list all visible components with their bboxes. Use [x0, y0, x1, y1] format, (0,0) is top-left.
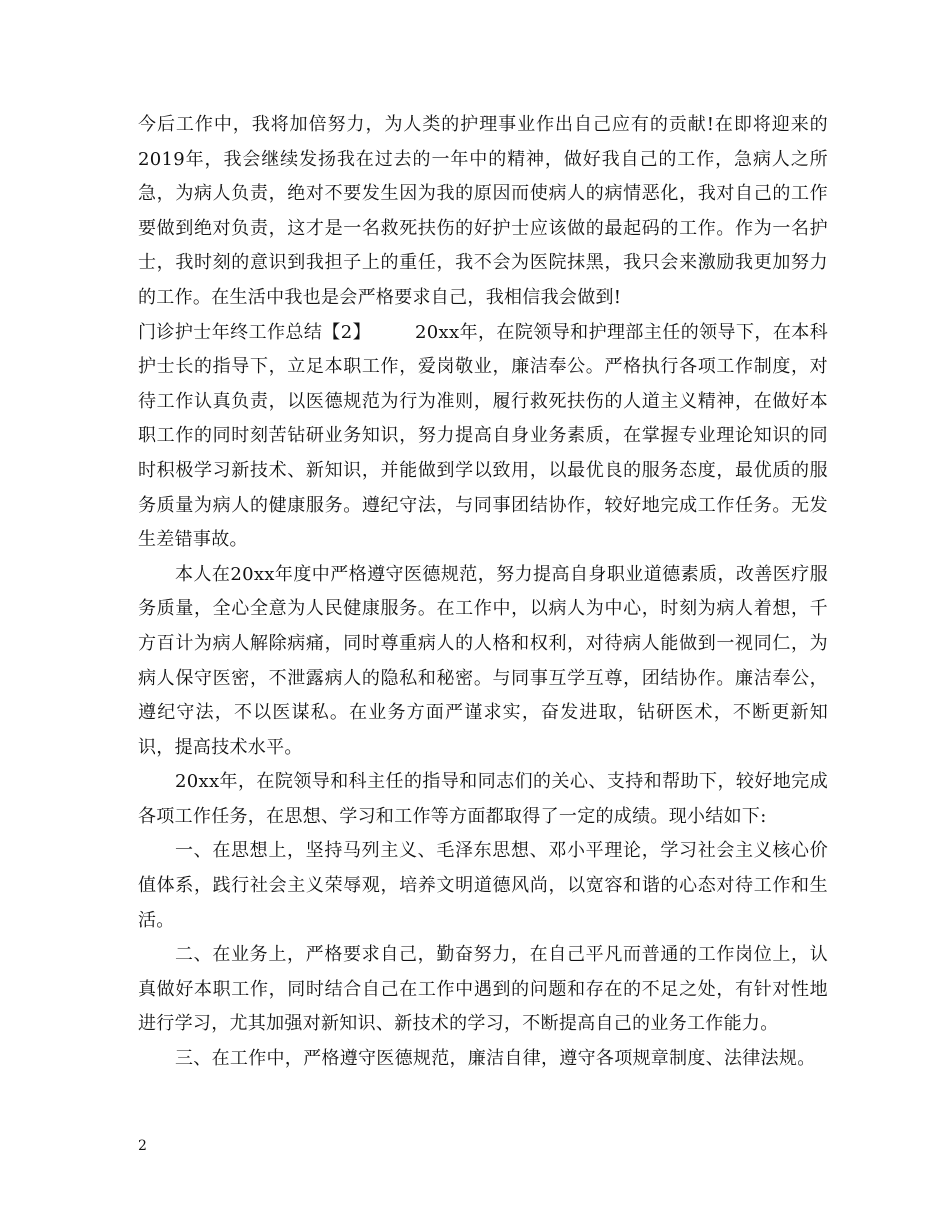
document-body	[138, 108, 828, 1077]
paragraph-7	[138, 1042, 828, 1077]
page-number: 2	[138, 1138, 147, 1154]
paragraph-text: 20xx年，在院领导和科主任的指导和同志们的关心、支持和帮助下，较好地完成各项工作任务，在思想、学习和工作等方面都取得了一定的成绩。现小结如下:	[138, 771, 828, 827]
paragraph-text: 三、在工作中，严格遵守医德规范，廉洁自律，遵守各项规章制度、法律法规。	[175, 1048, 816, 1070]
paragraph-text: 20xx年，在院领导和护理部主任的领导下，在本科护士长的指导下，立足本职工作，爱岗敬业，廉洁奉公。严格执行各项工作制度，对待工作认真负责，以医德规范为行为准则，履行救死扶伤的人道主义精神，在做好本职工作的同时刻苦钻研业务知识，努力提高自身业务素质，在掌握专业理论知识的同时积极学习新技术、新知识，并能做到学以致用，以最优良的服务态度，最优质的服务质量为病人的健康服务。遵纪守法，与同事团结协作，较好地完成工作任务。无发生差错事故。	[138, 321, 829, 551]
paragraph-6	[138, 938, 828, 1042]
paragraph-text: 本人在20xx年度中严格遵守医德规范，努力提高自身职业道德素质，改善医疗服务质量，全心全意为人民健康服务。在工作中，以病人为中心，时刻为病人着想，千方百计为病人解除病痛，同时尊重病人的人格和权利，对待病人能做到一视同仁，为病人保守医密，不泄露病人的隐私和秘密。与同事互学互尊，团结协作。廉洁奉公，遵纪守法，不以医谋私。在业务方面严谨求实，奋发进取，钻研医术，不断更新知识，提高技术水平。	[138, 563, 828, 758]
paragraph-5	[138, 834, 828, 938]
paragraph-3	[138, 558, 828, 766]
paragraph-text: 二、在业务上，严格要求自己，勤奋努力，在自己平凡而普通的工作岗位上，认真做好本职工作，同时结合自己在工作中遇到的问题和存在的不足之处，有针对性地进行学习，尤其加强对新知识、新技术的学习，不断提高自己的业务工作能力。	[138, 944, 828, 1035]
section-title: 门诊护士年终工作总结【2】	[138, 321, 372, 343]
paragraph-text: 今后工作中，我将加倍努力，为人类的护理事业作出自己应有的贡献!在即将迎来的2019年，我会继续发扬我在过去的一年中的精神，做好我自己的工作，急病人之所急，为病人负责，绝对不要发生因为我的原因而使病人的病情恶化，我对自己的工作要做到绝对负责，这才是一名救死扶伤的好护士应该做的最起码的工作。作为一名护士，我时刻的意识到我担子上的重任，我不会为医院抹黑，我只会来激励我更加努力的工作。在生活中我也是会严格要求自己，我相信我会做到!	[138, 114, 828, 308]
paragraph-text: 一、在思想上，坚持马列主义、毛泽东思想、邓小平理论，学习社会主义核心价值体系，践行社会主义荣辱观，培养文明道德风尚，以宽容和谐的心态对待工作和生活。	[138, 840, 828, 931]
paragraph-4	[138, 765, 828, 834]
paragraph-1	[138, 108, 828, 316]
paragraph-2	[138, 316, 828, 558]
